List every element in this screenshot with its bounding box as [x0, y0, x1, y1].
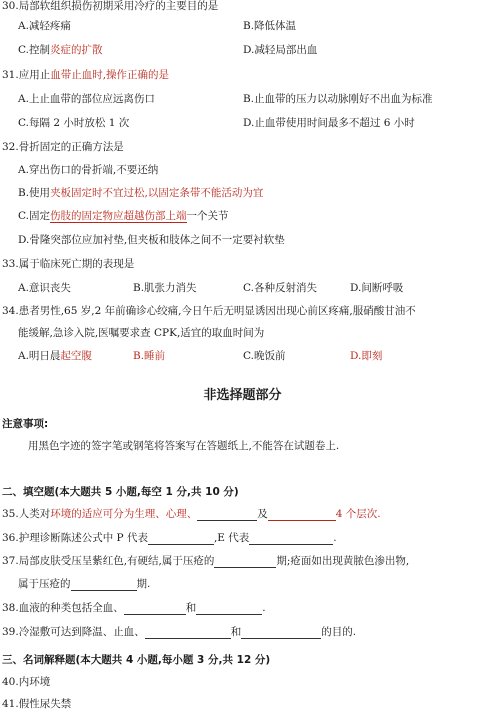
q38-blank-2[interactable] — [196, 603, 262, 615]
q30-option-a: A.减轻疼痛 — [18, 20, 71, 32]
q35-blank-2[interactable] — [268, 509, 336, 521]
q37-line1: 37.局部皮肤受压呈紫红色,有硬结,属于压疮的 期;疮面如出现黄脓色渗出物, — [2, 555, 410, 567]
q37-blank-2[interactable] — [71, 579, 137, 591]
q31-option-d: D.止血带使用时间最多不超过 6 小时 — [243, 117, 415, 129]
q31-option-a: A.上止血带的部位应远离伤口 — [18, 93, 155, 105]
q33-option-d: D.间断呼吸 — [350, 282, 404, 294]
q32-option-d: D.骨隆突部位应加衬垫,但夹板和肢体之间不一定要衬软垫 — [18, 234, 285, 246]
section-title: 非选择题部分 — [203, 388, 282, 403]
fill-blank-header: 二、填空题(本大题共 5 小题,每空 1 分,共 10 分) — [2, 486, 239, 498]
q41: 41.假性尿失禁 — [2, 698, 72, 710]
q32-option-a: A.穿出伤口的骨折端,不要还纳 — [18, 164, 159, 176]
q39: 39.冷湿敷可达到降温、止血、 和 的目的. — [2, 626, 357, 638]
q33-option-c: C.各种反射消失 — [243, 282, 317, 294]
q30-option-d: D.减轻局部出血 — [243, 44, 318, 56]
q35: 35.人类对环境的适应可分为生理、心理、 及 4 个层次. — [2, 508, 381, 520]
q36-blank-1[interactable] — [148, 533, 214, 545]
q36-blank-2[interactable] — [249, 533, 333, 545]
q34-option-d: D.即刻 — [350, 350, 383, 362]
q39-blank-1[interactable] — [145, 627, 231, 639]
notice-text: 用黑色字迹的签字笔或钢笔将答案写在答题纸上,不能答在试题卷上. — [28, 440, 340, 452]
q39-blank-2[interactable] — [241, 627, 321, 639]
q34-option-b: B.睡前 — [133, 350, 166, 362]
q34-stem-line1: 34.患者男性,65 岁,2 年前确诊心绞痛,今日午后无明显诱因出现心前区疼痛,服硝酸甘油不 — [2, 305, 416, 317]
q35-blank-1[interactable] — [197, 509, 257, 521]
q34-option-a: A.明日晨起空腹 — [18, 350, 92, 362]
q31-option-c: C.每隔 2 小时放松 1 次 — [18, 117, 130, 129]
q37-blank-1[interactable] — [214, 556, 276, 568]
term-header: 三、名词解释题(本大题共 4 小题,每小题 3 分,共 12 分) — [2, 654, 271, 666]
q38-blank-1[interactable] — [124, 603, 186, 615]
q32-option-c: C.固定伤肢的固定物应超越伤部上端一个关节 — [18, 210, 229, 222]
q33-stem: 33.属于临床死亡期的表现是 — [2, 258, 135, 270]
q31-stem: 31.应用止血带止血时,操作正确的是 — [2, 69, 170, 81]
q30-stem: 30.局部软组织损伤初期采用冷疗的主要目的是 — [2, 0, 219, 12]
q34-option-c: C.晚饭前 — [243, 350, 286, 362]
q38: 38.血液的种类包括全血、 和 . — [2, 602, 266, 614]
q36: 36.护理诊断陈述公式中 P 代表 ,E 代表 . — [2, 532, 337, 544]
q33-option-a: A.意识丧失 — [18, 282, 71, 294]
q34-stem-line2: 能缓解,急诊入院,医嘱要求查 CPK,适宜的取血时间为 — [18, 327, 265, 339]
q37-line2: 属于压疮的 期. — [18, 578, 151, 590]
q40: 40.内环境 — [2, 676, 51, 688]
notice-title: 注意事项: — [2, 418, 49, 430]
q32-option-b: B.使用夹板固定时不宜过松,以固定条带不能活动为宜 — [18, 187, 264, 199]
q32-stem: 32.骨折固定的正确方法是 — [2, 141, 124, 153]
q30-option-b: B.降低体温 — [243, 20, 297, 32]
q30-option-c: C.控制炎症的扩散 — [18, 44, 103, 56]
q31-option-b: B.止血带的压力以动脉刚好不出血为标准 — [243, 93, 433, 105]
q33-option-b: B.肌张力消失 — [133, 282, 197, 294]
